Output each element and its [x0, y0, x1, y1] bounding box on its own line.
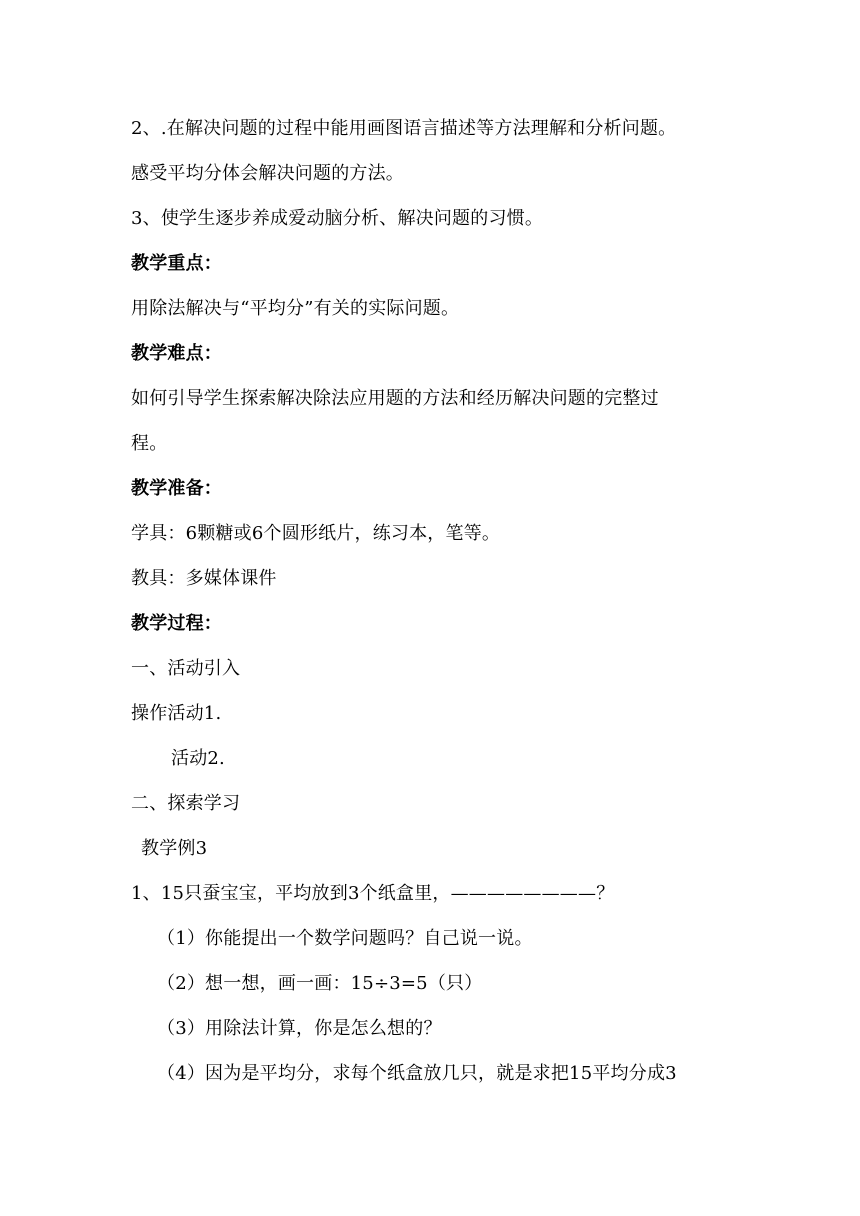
- step-1-text: （1）你能提出一个数学问题吗？自己说一说。: [157, 928, 533, 949]
- step-3-text: （3）用除法计算，你是怎么想的？: [157, 1018, 442, 1039]
- step-2-text: （2）想一想，画一画：15÷3=5（只）: [157, 973, 483, 994]
- key-points-heading: 教学重点：: [131, 253, 222, 274]
- preparation-heading: 教学准备：: [131, 478, 222, 499]
- difficult-points-continuation: 程。: [131, 433, 168, 454]
- problem-1-text: 1、15只蚕宝宝，平均放到3个纸盒里，————————？: [131, 883, 615, 904]
- example-3-label: 教学例3: [141, 838, 208, 859]
- activity-2-text: 活动2.: [171, 748, 225, 769]
- teacher-materials-text: 教具：多媒体课件: [131, 568, 277, 589]
- objective-2-continuation: 感受平均分体会解决问题的方法。: [131, 163, 404, 184]
- objective-3-line: 3、使学生逐步养成爱动脑分析、解决问题的习惯。: [131, 208, 544, 229]
- student-materials-text: 学具：6颗糖或6个圆形纸片，练习本，笔等。: [131, 523, 501, 544]
- difficult-points-heading: 教学难点：: [131, 343, 222, 364]
- section-1-heading: 一、活动引入: [131, 658, 241, 679]
- key-points-text: 用除法解决与“平均分”有关的实际问题。: [131, 298, 460, 319]
- activity-1-text: 操作活动1.: [131, 703, 222, 724]
- objective-2-line: 2、.在解决问题的过程中能用画图语言描述等方法理解和分析问题。: [131, 118, 677, 139]
- process-heading: 教学过程：: [131, 613, 222, 634]
- difficult-points-text: 如何引导学生探索解决除法应用题的方法和经历解决问题的完整过: [131, 388, 659, 409]
- step-4-text: （4）因为是平均分，求每个纸盒放几只，就是求把15平均分成3: [157, 1063, 677, 1084]
- section-2-heading: 二、探索学习: [131, 793, 241, 814]
